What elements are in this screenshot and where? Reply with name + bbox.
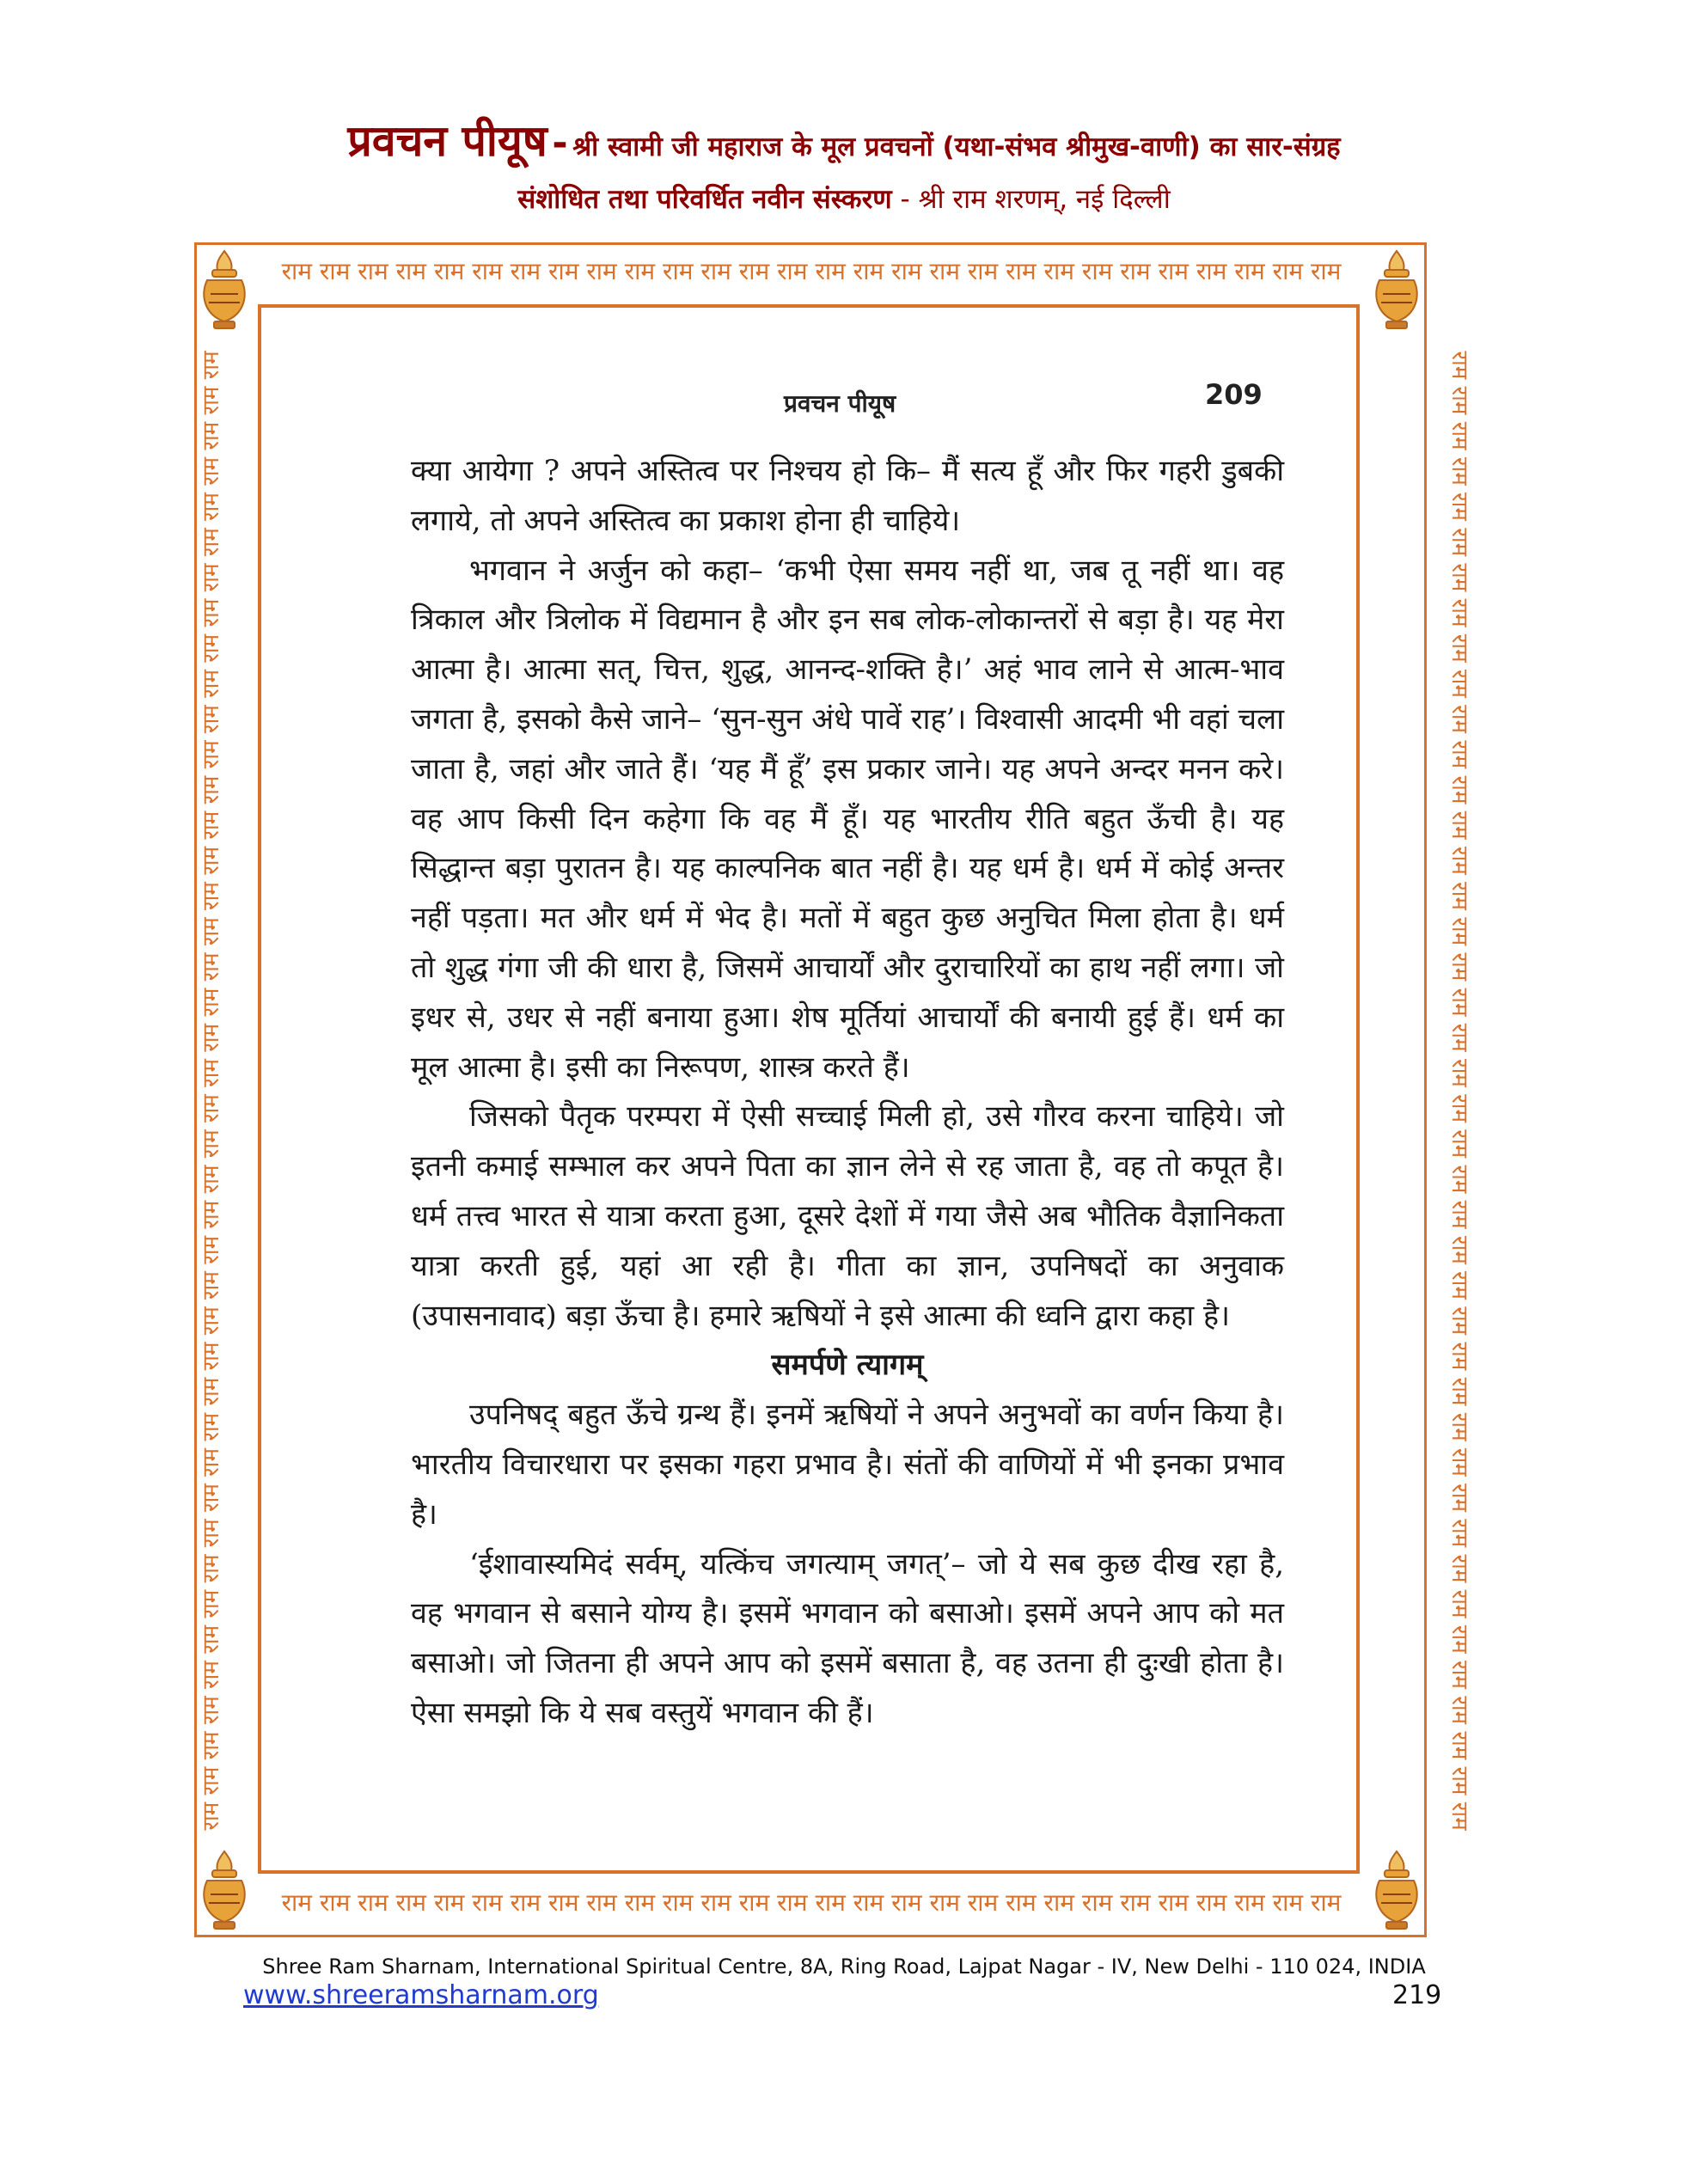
site-title: प्रवचन पीयूष	[347, 116, 547, 166]
book-running-header: प्रवचन पीयूष	[784, 389, 896, 418]
ram-border-left: राम राम राम राम राम राम राम राम राम राम राम राम राम राम राम राम राम राम राम राम राम राम राम राम राम राम राम राम राम राम राम राम राम राम राम राम राम राम राम राम राम राम	[199, 351, 224, 1831]
kalash-icon	[1369, 246, 1424, 332]
ram-border-right: राम राम राम राम राम राम राम राम राम राम राम राम राम राम राम राम राम राम राम राम राम राम राम राम राम राम राम राम राम राम राम राम राम राम राम राम राम राम राम राम राम राम	[1446, 351, 1472, 1831]
edition-title: संशोधित तथा परिवर्धित नवीन संस्करण	[517, 184, 892, 215]
paragraph: ‘ईशावास्यमिदं सर्वम्, यत्किंच जगत्याम् जगत्’– जो ये सब कुछ दीख रहा है, वह भगवान से बसाने योग्य है। इसमें भगवान को बसाओ। इसमें अपने आप को मत बसाओ। जो जितना ही अपने आप को इसमें बसाता है, वह उतना ही दुःखी होता है। ऐसा समझो कि ये सब वस्तुयें भगवान की हैं।	[411, 1546, 1284, 1730]
title-separator: -	[552, 121, 568, 165]
edition-publisher: - श्री राम शरणम्, नई दिल्ली	[900, 184, 1171, 215]
book-page-number: 209	[1205, 378, 1263, 411]
site-header-line2	[0, 180, 1688, 217]
site-subtitle: श्री स्वामी जी महाराज के मूल प्रवचनों (यथा-संभव श्रीमुख-वाणी) का सार-संग्रह	[572, 132, 1341, 162]
website-link[interactable]: www.shreeramsharnam.org	[243, 1980, 599, 2010]
footer-address: Shree Ram Sharnam, International Spiritual Centre, 8A, Ring Road, Lajpat Nagar - IV, New Delhi - 110 024, INDIA	[262, 1955, 1426, 1979]
ram-border-bottom: राम राम राम राम राम राम राम राम राम राम राम राम राम राम राम राम राम राम राम राम राम राम राम राम राम राम राम राम	[281, 1888, 1342, 1917]
kalash-icon	[197, 1846, 252, 1932]
site-header-line1	[0, 110, 1688, 168]
paragraph: भगवान ने अर्जुन को कहा– ‘कभी ऐसा समय नहीं था, जब तू नहीं था। वह त्रिकाल और त्रिलोक में विद्यमान है और इन सब लोक-लोकान्तरों से बड़ा है। यह मेरा आत्मा है। आत्मा सत्, चित्त, शुद्ध, आनन्द-शक्ति है।’ अहं भाव लाने से आत्म-भाव जगता है, इसको कैसे जाने– ‘सुन-सुन अंधे पावें राह’। विश्वासी आदमी भी वहां चला जाता है, जहां और जाते हैं। ‘यह मैं हूँ’ इस प्रकार जाने। यह अपने अन्दर मनन करे। वह आप किसी दिन कहेगा कि वह मैं हूँ। यह भारतीय रीति बहुत ऊँची है। यह सिद्धान्त बड़ा पुरातन है। यह काल्पनिक बात नहीं है। यह धर्म है। धर्म में कोई अन्तर नहीं पड़ता। मत और धर्म में भेद है। मतों में बहुत कुछ अनुचित मिला होता है। धर्म तो शुद्ध गंगा जी की धारा है, जिसमें आचार्यों और दुराचारियों का हाथ नहीं लगा। जो इधर से, उधर से नहीं बनाया हुआ। शेष मूर्तियां आचार्यों की बनायी हुई हैं। धर्म का मूल आत्मा है। इसी का निरूपण, शास्त्र करते हैं।	[411, 553, 1284, 1085]
ram-border-top: राम राम राम राम राम राम राम राम राम राम राम राम राम राम राम राम राम राम राम राम राम राम राम राम राम राम राम राम	[281, 257, 1342, 285]
kalash-icon	[1369, 1846, 1424, 1932]
section-heading: समर्पणे त्यागम्	[771, 1348, 924, 1383]
paragraph: क्या आयेगा ? अपने अस्तित्व पर निश्चय हो कि– मैं सत्य हूँ और फिर गहरी डुबकी लगाये, तो अपने अस्तित्व का प्रकाश होना ही चाहिये।	[411, 454, 1284, 538]
body-text	[411, 447, 1284, 1739]
footer-page-number: 219	[1392, 1980, 1442, 2010]
paragraph: उपनिषद् बहुत ऊँचे ग्रन्थ हैं। इनमें ऋषियों ने अपने अनुभवों का वर्णन किया है। भारतीय विचारधारा पर इसका गहरा प्रभाव है। संतों की वाणियों में भी इनका प्रभाव है।	[411, 1398, 1284, 1532]
kalash-icon	[197, 246, 252, 332]
paragraph: जिसको पैतृक परम्परा में ऐसी सच्चाई मिली हो, उसे गौरव करना चाहिये। जो इतनी कमाई सम्भाल कर अपने पिता का ज्ञान लेने से रह जाता है, वह तो कपूत है। धर्म तत्त्व भारत से यात्रा करता हुआ, दूसरे देशों में गया जैसे अब भौतिक वैज्ञानिकता यात्रा करती हुई, यहां आ रही है। गीता का ज्ञान, उपनिषदों का अनुवाक (उपासनावाद) बड़ा ऊँचा है। हमारे ऋषियों ने इसे आत्मा की ध्वनि द्वारा कहा है।	[411, 1099, 1284, 1333]
